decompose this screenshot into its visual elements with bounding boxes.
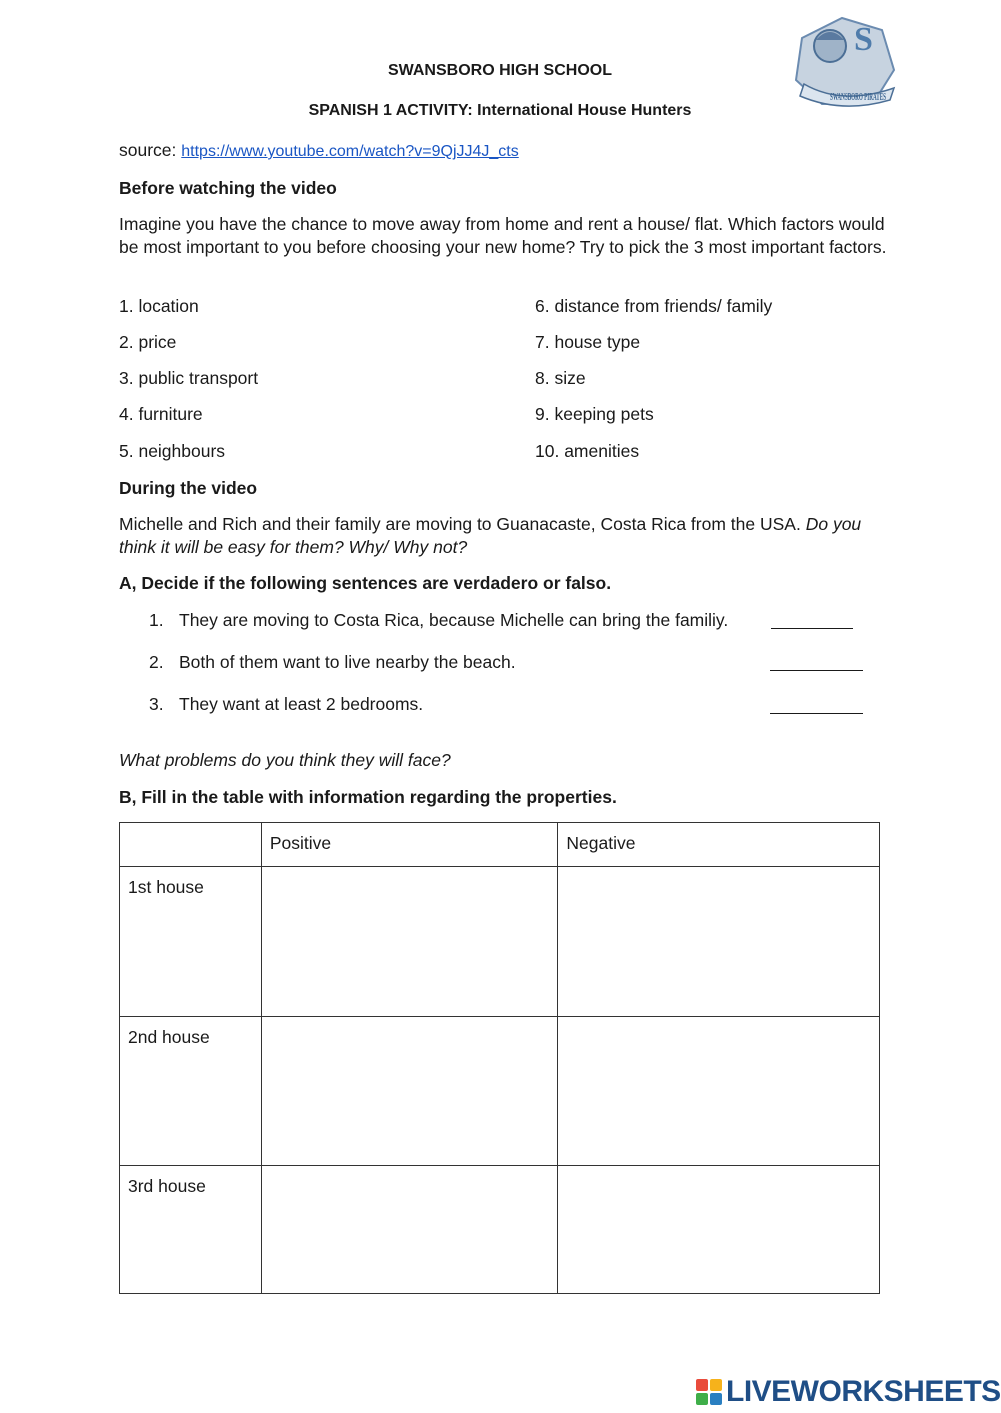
section-b-heading: B, Fill in the table with information regarding the properties. — [119, 787, 617, 807]
properties-table — [119, 822, 880, 1294]
negative-cell[interactable] — [558, 1017, 880, 1166]
question-number: 1. — [149, 610, 164, 630]
during-text-plain: Michelle and Rich and their family are moving to Guanacaste, Costa Rica from the USA. — [119, 514, 801, 534]
row-label: 1st house — [120, 867, 262, 1017]
during-text-italic: Do you think it will be easy for them? Why/ Why not? — [119, 514, 862, 557]
factor-item: 8. size — [535, 368, 586, 388]
question-item — [149, 610, 728, 631]
table-row — [120, 867, 880, 1017]
source-line — [119, 140, 519, 161]
before-text: Imagine you have the chance to move away from home and rent a house/ flat. Which factors would be most important to you before choosing your new home? Try to pick the 3 most important factors. — [119, 214, 887, 257]
table-header-cell: Positive — [261, 823, 558, 867]
factor-item: 9. keeping pets — [535, 404, 654, 424]
row-label: 2nd house — [120, 1017, 262, 1166]
question-item — [149, 694, 423, 715]
factor-item: 10. amenities — [535, 441, 640, 461]
table-row — [120, 1017, 880, 1166]
question-number: 3. — [149, 694, 164, 714]
source-label: source: — [119, 140, 177, 160]
negative-cell[interactable] — [558, 867, 880, 1017]
factor-item: 1. location — [119, 296, 199, 316]
school-logo — [782, 10, 904, 110]
row-label: 3rd house — [120, 1166, 262, 1294]
svg-text:S: S — [854, 21, 873, 58]
factor-item: 3. public transport — [119, 368, 259, 388]
during-text — [119, 513, 889, 559]
table-header-cell: Negative — [558, 823, 880, 867]
table-header-cell — [120, 823, 262, 867]
negative-cell[interactable] — [558, 1166, 880, 1294]
factor-item: 6. distance from friends/ family — [535, 296, 773, 316]
factor-item: 2. price — [119, 332, 177, 352]
positive-cell[interactable] — [261, 1166, 558, 1294]
answer-blank[interactable] — [770, 713, 863, 714]
during-heading: During the video — [119, 478, 258, 498]
before-heading: Before watching the video — [119, 178, 337, 198]
source-link[interactable]: https://www.youtube.com/watch?v=9QjJJ4J_cts — [181, 143, 519, 160]
factor-item: 7. house type — [535, 332, 641, 352]
question-text: They want at least 2 bedrooms. — [179, 694, 424, 714]
table-row — [120, 1166, 880, 1294]
section-a-heading: A, Decide if the following sentences are verdadero or falso. — [119, 573, 612, 593]
answer-blank[interactable] — [771, 628, 853, 629]
answer-blank[interactable] — [770, 670, 863, 671]
factor-item: 4. furniture — [119, 404, 203, 424]
school-name: SWANSBORO HIGH SCHOOL — [387, 62, 612, 79]
activity-title: SPANISH 1 ACTIVITY: International House Hunters — [308, 102, 692, 119]
logo-text: SWANSBORO PIRATES — [830, 91, 886, 103]
liveworksheets-brand — [696, 1374, 1001, 1410]
liveworksheets-logo-icon — [696, 1379, 722, 1405]
question-text: They are moving to Costa Rica, because Michelle can bring the familiy. — [179, 610, 729, 630]
brand-name: LIVEWORKSHEETS — [726, 1375, 1001, 1408]
factor-item: 5. neighbours — [119, 441, 226, 461]
followup-question: What problems do you think they will face? — [119, 750, 451, 770]
question-item — [149, 652, 516, 673]
table-header-row — [120, 823, 880, 867]
positive-cell[interactable] — [261, 1017, 558, 1166]
question-number: 2. — [149, 652, 164, 672]
positive-cell[interactable] — [261, 867, 558, 1017]
question-text: Both of them want to live nearby the beach. — [179, 652, 516, 672]
